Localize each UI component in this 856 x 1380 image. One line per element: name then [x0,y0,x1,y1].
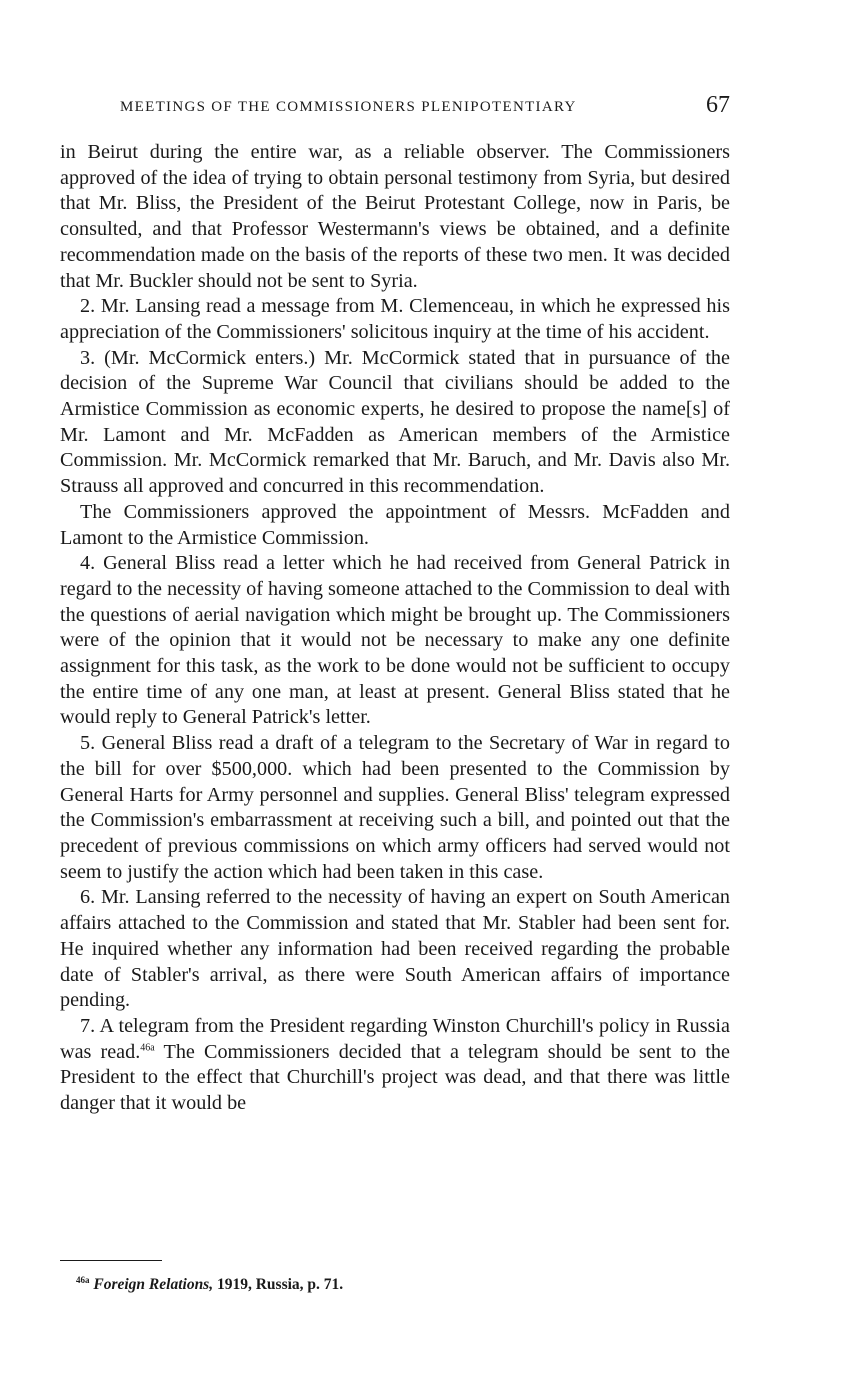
running-head-title: MEETINGS OF THE COMMISSIONERS PLENIPOTENTIARY [120,99,577,115]
paragraph-item-7-text-a: 7. A telegram from the President regarding Winston Churchill's policy in Russia was read. [60,1014,730,1063]
paragraph-item-3: 3. (Mr. McCormick enters.) Mr. McCormick stated that in pursuance of the decision of the Supreme War Council that civilians should be added to the Armistice Commission as economic experts, he desired to propose the name[s] of Mr. Lamont and Mr. McFadden as American members of the Armistice Commission. Mr. McCormick remarked that Mr. Baruch, and Mr. Davis also Mr. Strauss all approved and concurred in this recommendation. [60,346,730,498]
paragraph-item-5: 5. General Bliss read a draft of a telegram to the Secretary of War in regard to the bill for over $500,000. which had been presented to the Commission by General Harts for Army personnel and supplies. General Bliss' telegram expressed the Commission's embarrassment at receiving such a bill, and pointed out that the precedent of previous commissions on which army officers had served would not seem to justify the action which had been taken in this case. [60,732,730,883]
footnote-source-title: Foreign Relations, [93,1276,214,1293]
paragraph-approval: The Commissioners approved the appointment of Messrs. McFadden and Lamont to the Armistice Commission. [60,500,730,549]
footnote-citation: 1919, Russia, p. 71. [213,1276,344,1293]
paragraph-item-2: 2. Mr. Lansing read a message from M. Clemenceau, in which he expressed his appreciation of the Commissioners' solicitous inquiry at the time of his accident. [60,295,730,343]
footnote-reference: 46a [140,1041,155,1053]
paragraph-item-6: 6. Mr. Lansing referred to the necessity of having an expert on South American affairs attached to the Commission and stated that Mr. Stabler had been sent for. He inquired whether any information had been received regarding the probable date of Stabler's arrival, as there were South American affairs of importance pending. [60,886,730,1012]
page-number: 67 [706,92,730,118]
paragraph-item-7-text-b: The Commissioners decided that a telegram should be sent to the President to the effect that Churchill's project was dead, and that there was little danger that it would be [60,1040,730,1115]
paragraph-continuation: in Beirut during the entire war, as a reliable observer. The Commissioners approved of the idea of trying to obtain personal testimony from Syria, but desired that Mr. Bliss, the President of the Beirut Protestant College, now in Paris, be consulted, and that Professor Westermann's views be obtained, and a definite recommendation made on the basis of the reports of these two men. It was decided that Mr. Buckler should not be sent to Syria. [60,141,730,292]
footnote-divider [60,1260,162,1261]
footnote-marker: 46a [76,1274,90,1285]
paragraph-item-7 [60,1014,730,1117]
running-header [60,92,730,122]
paragraph-item-4: 4. General Bliss read a letter which he had received from General Patrick in regard to the necessity of having someone attached to the Commission to deal with the questions of aerial navigation which might be brought up. The Commissioners were of the opinion that it would not be necessary to make any one definite assignment for this task, as the work to be done would not be sufficient to occupy the entire time of any one man, at least at present. General Bliss stated that he would reply to General Patrick's letter. [60,552,730,729]
footnote [76,1276,343,1294]
document-page [60,92,730,1117]
body-text [60,140,730,1117]
